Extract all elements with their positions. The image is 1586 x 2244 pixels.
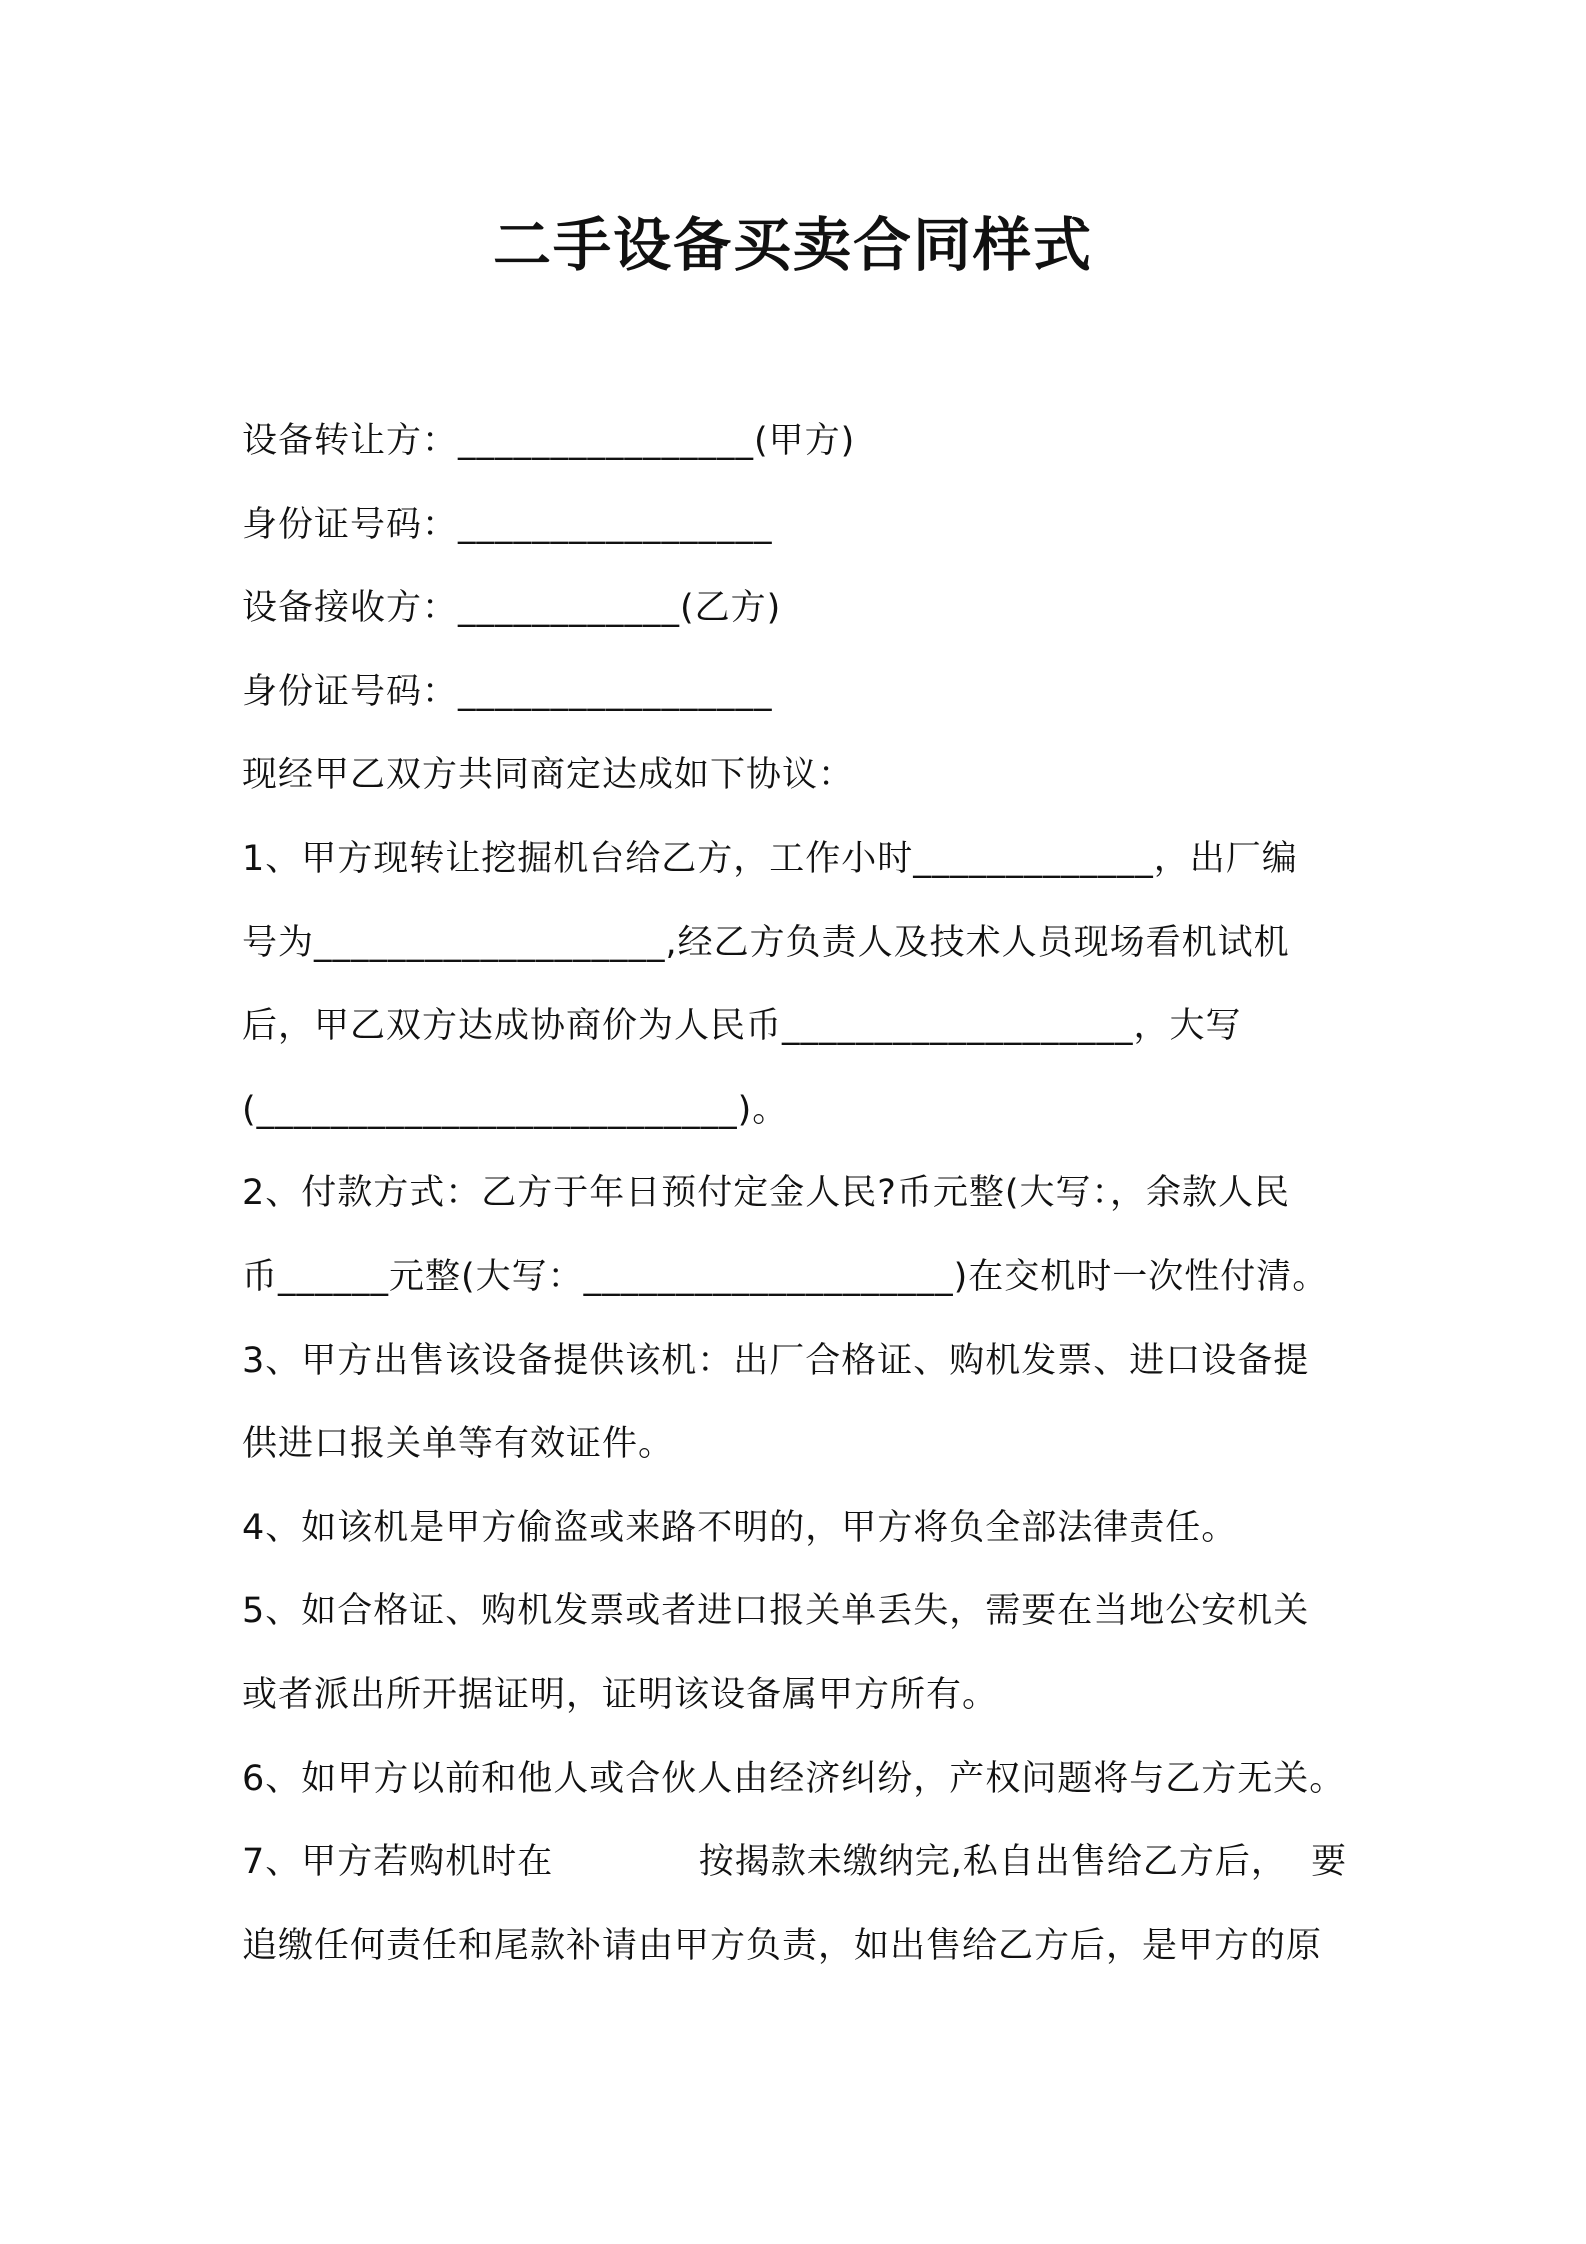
clause-7-line-1: 7、甲方若购机时在 按揭款未缴纳完,私自出售给乙方后， 要	[242, 1842, 1348, 1883]
clause-4: 4、如该机是甲方偷盗或来路不明的，甲方将负全部法律责任。	[242, 1507, 1238, 1548]
clause-5-line-1: 5、如合格证、购机发票或者进口报关单丢失，需要在当地公安机关	[242, 1591, 1310, 1632]
clause-2-line-1: 2、付款方式：乙方于年日预付定金人民?币元整(大写：，余款人民	[242, 1173, 1291, 1214]
clause-1-line-1: 1、甲方现转让挖掘机台给乙方，工作小时_____________，出厂编	[242, 838, 1298, 879]
agreement-intro: 现经甲乙双方共同商定达成如下协议：	[242, 755, 855, 796]
clause-6: 6、如甲方以前和他人或合伙人由经济纠纷，产权问题将与乙方无关。	[242, 1758, 1346, 1799]
clause-3-line-2: 供进口报关单等有效证件。	[242, 1424, 675, 1465]
seller-id-line: 身份证号码：_________________	[242, 504, 773, 545]
seller-line: 设备转让方：________________(甲方)	[242, 421, 856, 461]
document-title: 二手设备买卖合同样式	[492, 211, 1093, 279]
contract-body	[242, 400, 1362, 1988]
buyer-id-line: 身份证号码：_________________	[242, 671, 773, 712]
clause-7-line-2: 追缴任何责任和尾款补请由甲方负责，如出售给乙方后，是甲方的原	[242, 1925, 1323, 1966]
clause-3-line-1: 3、甲方出售该设备提供该机：出厂合格证、购机发票、进口设备提	[242, 1340, 1310, 1381]
clause-5-line-2: 或者派出所开据证明，证明该设备属甲方所有。	[242, 1674, 999, 1715]
buyer-line: 设备接收方：____________(乙方)	[242, 588, 782, 629]
clause-2-line-2: 币______元整(大写：____________________)在交机时一次性付清。	[242, 1256, 1329, 1297]
clause-1-line-4: (__________________________)。	[242, 1089, 789, 1130]
clause-1-line-2: 号为___________________,经乙方负责人及技术人员现场看机试机	[242, 922, 1290, 963]
clause-1-line-3: 后，甲乙双方达成协商价为人民币___________________，大写	[242, 1006, 1242, 1047]
